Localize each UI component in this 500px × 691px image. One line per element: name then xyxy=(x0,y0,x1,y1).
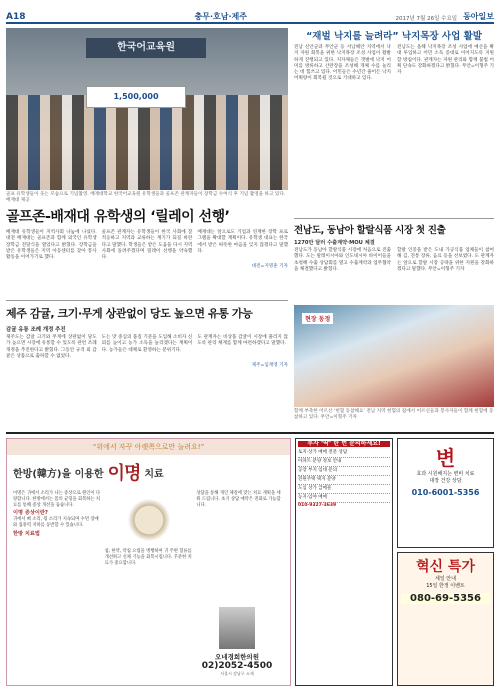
right-top-ad[interactable] xyxy=(397,438,494,548)
classified-row: 농지·임야 매매 xyxy=(298,494,390,503)
section-title: 충무·호남·제주 xyxy=(194,12,247,21)
classified-row: 공장 부지 임대 문의 xyxy=(298,467,390,476)
ear-illustration xyxy=(124,495,174,545)
scholarship-photo xyxy=(6,28,288,190)
classified-phone[interactable]: 010-9327-3639 xyxy=(298,503,337,508)
right-bottom-ad[interactable] xyxy=(397,552,494,686)
halal-col2: 할랄 인증을 받은 도내 가공식품 업체들이 참여해 김, 전통 장류, 음료 등을 선보였다. 도 관계자는 앞으로 할랄 시장 공략을 위한 지원을 강화하겠다고 말했다. 무안=이형주 기자 xyxy=(397,248,494,272)
jeju-col1: 제주도는 감귤 크기와 무게에 상관없이 당도가 높으면 시장에 유통할 수 있도록 관련 조례 개정을 추진한다고 밝혔다. 그동안 규격 외 감귤은 상품으로 출하할 수 없었다. xyxy=(6,335,97,359)
ad-text1: 이명은 귀에서 소리가 나는 증상으로 원인이 다양합니다. 한방에서는 몸의 균형을 회복하는 치료를 통해 증상 개선을 돕습니다. xyxy=(13,491,101,508)
octopus-col2: 전남도는 올해 낙지목장 조성 사업에 예산을 확대 투입하고 어민 소득 증대로 이어지도록 지원할 방침이다. 관계자는 자원 관리와 함께 불법 어획 단속도 강화하겠다고 밝혔다. 무안=이형주 기자 xyxy=(397,45,494,76)
ad-text3: 상담을 통해 개인 체질에 맞는 치료 계획을 세워 드립니다. 초기 상담 예약은 전화로 가능합니다. xyxy=(196,491,281,508)
jeju-col3: 도 관계자는 비상품 감귤이 시장에 풀리지 않도록 관리 체계를 함께 마련하겠다고 말했다. xyxy=(197,335,289,347)
divider xyxy=(294,218,494,219)
halal-headline[interactable]: 전남도, 동남아 할랄식품 시장 첫 진출 xyxy=(294,225,446,236)
ad-text1b: 귀에서 삐 소리, 윙 소리가 지속되며 수면 장애와 집중력 저하를 동반할 수 있습니다. xyxy=(13,517,99,528)
ad4-line1: 세일 안내 xyxy=(435,576,456,582)
jeju-headline[interactable]: 제주 감귤, 크기·무게 상관없이 당도 높으면 유통 가능 xyxy=(6,307,253,320)
ad3-line1: 효과 시원해지는 변비 치료 xyxy=(416,471,475,477)
main-byline: 대전=지명훈 기자 xyxy=(251,264,288,270)
tinnitus-ad[interactable] xyxy=(6,438,291,686)
main-headline[interactable]: 골프존-배재대 유학생의 ‘릴레이 선행’ xyxy=(6,209,230,225)
ad-col2 xyxy=(105,491,193,566)
ad4-title: 혁신 특가 xyxy=(416,559,475,575)
main-col2: 골프존 관계자는 유학생들이 한국 사회에 잘 적응하고 지역과 교류하는 계기가 되길 바란다고 말했다. 학생들은 받은 도움을 다시 지역 사회에 돌려주겠다며 릴레이 선행을 약속했다. xyxy=(101,230,193,261)
ad3-title: 변 xyxy=(435,446,456,470)
ad-col1 xyxy=(13,491,101,566)
photo-caption: 골프 유학생들이 웃는 모습으로 기념촬영. 배재대학교 한국어교육원 유학생들과 골프존 관계자들이 장학금 수여식 후 기념 촬영을 하고 있다. 배재대 제공 xyxy=(6,192,286,203)
halal-col1: 전남도가 동남아 할랄식품 시장에 처음으로 진출했다. 도는 말레이시아와 인도네시아 바이어들을 초청해 수출 상담회를 열고 수출계약과 업무협약을 체결했다고 밝혔다. xyxy=(294,248,391,272)
issue-date: 2017년 7월 26일 수요일 xyxy=(395,16,458,22)
photo-people xyxy=(6,95,288,190)
classified-row: 아파트 분양 정보 안내 xyxy=(298,458,390,467)
ad-section-head1: 이명 증상이란? xyxy=(13,510,48,517)
ad4-line2: 15일 한정 이벤트 xyxy=(426,583,465,589)
ad-title: 이명 xyxy=(107,463,141,484)
photo-banner: 한국어교육원 xyxy=(86,38,206,58)
jeju-article xyxy=(6,325,288,368)
classified-row: 토지·상가 매매 전문 상담 xyxy=(298,449,390,458)
photo-tag: 현장 동정 xyxy=(302,313,333,324)
clinic-name: 오네경희한의원 xyxy=(215,653,259,661)
jeju-byline: 제주=임재영 기자 xyxy=(251,363,288,369)
ad-col3 xyxy=(196,491,284,566)
jeju-col2: 도는 맛 중심의 품질 기준을 도입해 소비자 신뢰를 높이고 농가 소득을 늘리겠다는 계획이다. 농가들은 대체로 환영하는 분위기다. xyxy=(101,335,193,353)
octopus-headline[interactable]: “재벌 낙지를 늘려라” 낙지목장 사업 활발 xyxy=(306,31,482,42)
ad-lead: 한방(韓方)을 이용한 xyxy=(13,468,104,480)
classified-row: 도심 상가 급매물 xyxy=(298,485,390,494)
ad-tagline: “위에서 자꾸 아랫쪽으로만 늘려요!” xyxy=(7,439,290,455)
page-number: A18 xyxy=(6,12,26,22)
newspaper-logo: 동아일보 xyxy=(463,12,494,21)
ad-text2: 침, 한약, 약침 요법을 병행하여 귀 주변 혈류를 개선하고 신체 기능을 회복시킵니다. 꾸준한 치료가 중요합니다. xyxy=(104,549,192,566)
scholarship-check: 1,500,000 xyxy=(86,86,186,108)
ad3-line2: 대장 건강 상담 xyxy=(429,478,462,484)
blood-donation-photo xyxy=(294,305,494,407)
classified-ad[interactable] xyxy=(295,438,393,686)
page-header xyxy=(6,6,494,24)
ad-tail: 치료 xyxy=(144,468,164,480)
divider xyxy=(6,300,288,301)
classified-header: 투자 ‘딱’ 한 번 문의하세요! xyxy=(298,441,390,447)
ad-separator xyxy=(6,432,494,434)
ad4-phone[interactable]: 080-69-5356 xyxy=(401,593,490,604)
clinic-address: 서울시 강남구 소재 xyxy=(220,671,254,676)
classified-row: 전원주택 택지 분양 xyxy=(298,476,390,485)
ad3-phone[interactable]: 010-6001-5356 xyxy=(411,488,480,497)
photo2-caption: 함께 부축한 어르신 ‘헌혈 동참해요’ 전남 지역 헌혈의 집에서 어르신들과 봉사자들이 함께 헌혈에 동참하고 있다. 무안=이형주 기자 xyxy=(294,409,494,420)
octopus-article xyxy=(294,28,494,83)
octopus-col1: 전남 신안군과 무안군 등 서남해안 지역에서 낙지 자원 회복을 위한 낙지목장 조성 사업이 활발하게 진행되고 있다. 지자체들은 갯벌에 낙지 어미를 방류하고 산란장을 조성해 개체 수를 늘리는 데 힘쓰고 있다. 어민들은 수년간 줄어든 낙지 어획량이 회복될 것으로 기대하고 있다. xyxy=(294,45,391,82)
doctor-photo xyxy=(219,607,255,649)
jeju-subhead: 감귤 유통 조례 개정 추진 xyxy=(6,327,66,333)
halal-article xyxy=(294,222,494,273)
clinic-phone[interactable]: 02)2052-4500 xyxy=(201,661,273,671)
ad-section-head2: 한방 치료법 xyxy=(13,530,40,537)
main-article xyxy=(6,230,288,269)
ad-contact xyxy=(192,607,282,677)
halal-subhead: 1270만 달러 수출계약·MOU 체결 xyxy=(294,240,375,246)
main-col1: 배재대 유학생들이 지역사회 나눔에 나섰다. 대전 배재대는 골프존과 함께 외국인 유학생 장학금 전달식을 열었다고 밝혔다. 장학금을 받은 유학생들은 지역 아동센터를 찾아 봉사활동을 이어가기로 했다. xyxy=(6,230,97,261)
main-col3: 배재대는 앞으로도 기업과 연계한 장학 프로그램을 확대할 계획이다. 유학생 대표는 한국에서 받은 따뜻한 마음을 잊지 않겠다고 말했다. xyxy=(197,230,289,254)
